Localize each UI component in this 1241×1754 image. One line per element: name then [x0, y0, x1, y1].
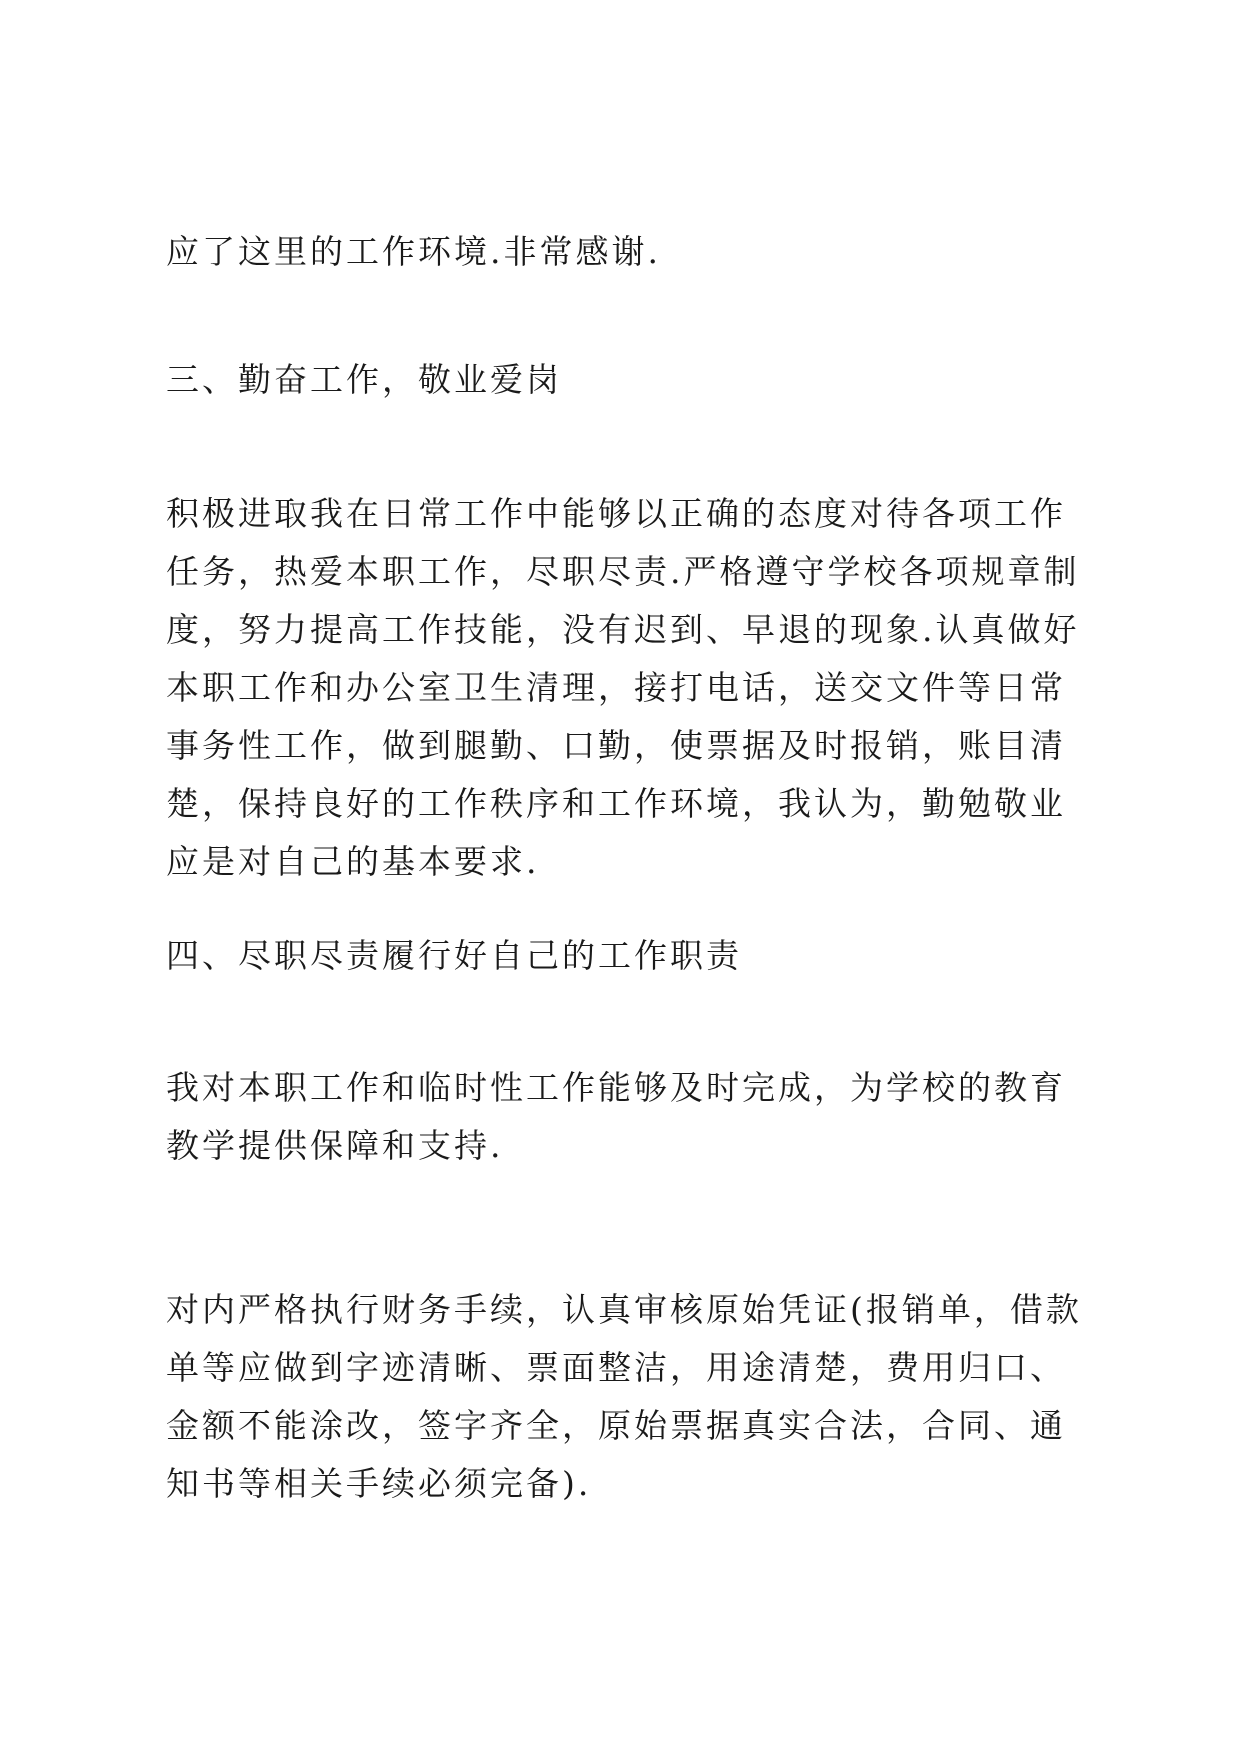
paragraph-closing: 应了这里的工作环境.非常感谢.	[166, 232, 661, 271]
paragraph-duties: 我对本职工作和临时性工作能够及时完成，为学校的教育教学提供保障和支持.	[166, 1068, 1066, 1165]
section-heading-4: 四、尽职尽责履行好自己的工作职责	[166, 936, 742, 975]
section-heading-3: 三、勤奋工作，敬业爱岗	[166, 360, 562, 399]
paragraph-diligence: 积极进取我在日常工作中能够以正确的态度对待各项工作任务，热爱本职工作，尽职尽责.严格遵守学校各项规章制度，努力提高工作技能，没有迟到、早退的现象.认真做好本职工作和办公室卫生清理，接打电话，送交文件等日常事务性工作，做到腿勤、口勤，使票据及时报销，账目清楚，保持良好的工作秩序和工作环境，我认为，勤勉敬业应是对自己的基本要求.	[166, 494, 1080, 881]
paragraph-finance: 对内严格执行财务手续，认真审核原始凭证(报销单，借款单等应做到字迹清晰、票面整洁，用途清楚，费用归口、金额不能涂改，签字齐全，原始票据真实合法，合同、通知书等相关手续必须完备).	[166, 1290, 1082, 1503]
